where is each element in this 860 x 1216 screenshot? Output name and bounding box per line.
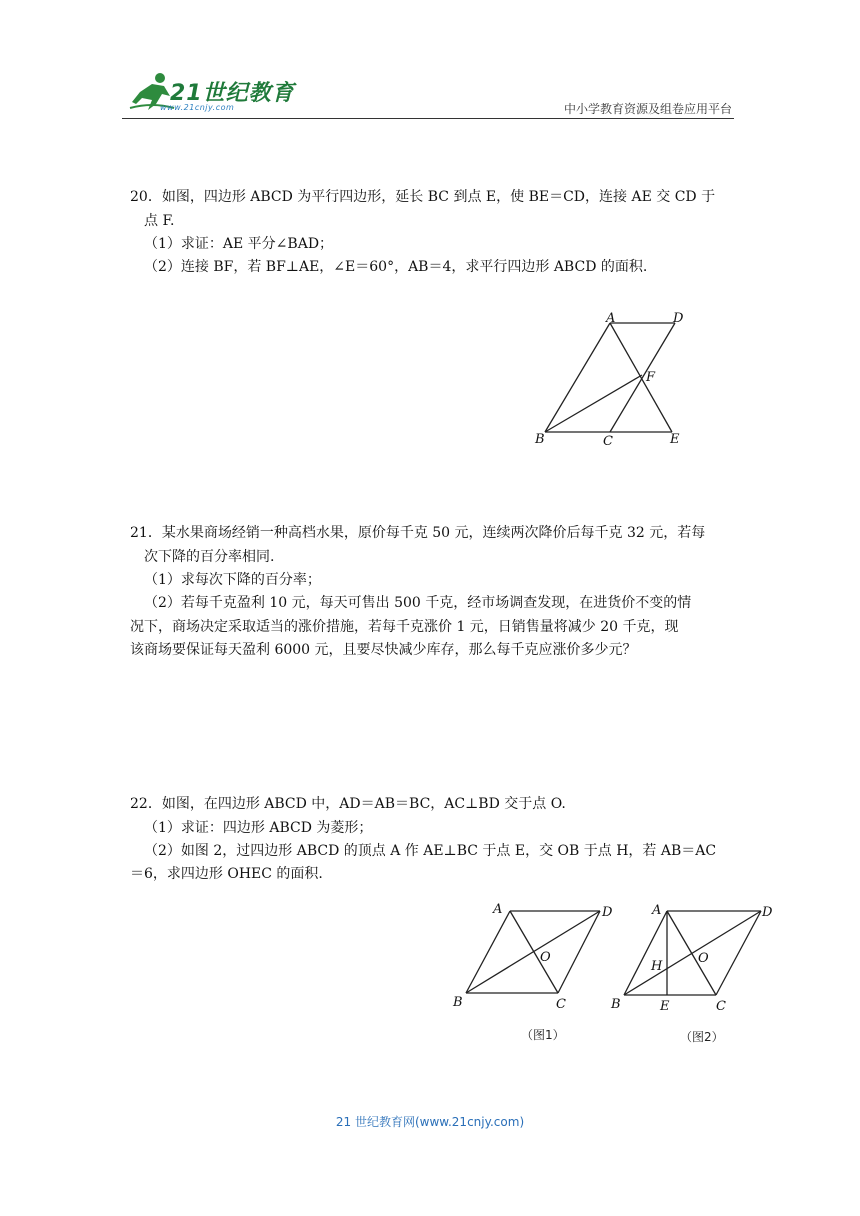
q21-part1: （1）求每次下降的百分率；: [144, 572, 321, 588]
q22-fig1-label-a: A: [493, 902, 503, 917]
q22-figure1: [466, 911, 600, 993]
logo-url: www.21cnjy.com: [160, 103, 235, 112]
q22-fig2-label-c: C: [716, 999, 726, 1014]
q20-label-c: C: [603, 434, 613, 449]
q20-label-b: B: [535, 432, 545, 447]
q22-fig2-label-d: D: [762, 905, 773, 920]
q21-part2-line3: 该商场要保证每天盈利 6000 元，且要尽快减少库存，那么每千克应涨价多少元？: [130, 642, 637, 658]
q22-part1: （1）求证：四边形 ABCD 为菱形；: [144, 820, 373, 836]
logo-text: 21世纪教育: [170, 81, 295, 106]
q22-fig2-label-b: B: [611, 997, 621, 1012]
q22-fig2-label-e: E: [660, 999, 670, 1014]
q22-fig2-label-o: O: [698, 951, 709, 966]
platform-title: 中小学教育资源及组卷应用平台: [563, 102, 732, 116]
q22-caption1: （图1）: [521, 1028, 565, 1042]
q22-fig2-label-h: H: [651, 959, 663, 974]
q22-fig1-label-o: O: [540, 950, 551, 965]
q22-fig2-label-a: A: [652, 903, 662, 918]
q20-part1: （1）求证：AE 平分∠BAD；: [144, 236, 334, 252]
q22-fig1-label-b: B: [453, 995, 463, 1010]
q21-line2: 次下降的百分率相同.: [144, 549, 275, 565]
q22-fig1-label-c: C: [556, 997, 566, 1012]
footer-link[interactable]: 21 世纪教育网(www.21cnjy.com): [335, 1115, 525, 1129]
header-divider: [122, 118, 734, 119]
q22-line1: 22．如图，在四边形 ABCD 中，AD＝AB＝BC，AC⊥BD 交于点 O.: [130, 796, 566, 812]
q22-part2-line1: （2）如图 2，过四边形 ABCD 的顶点 A 作 AE⊥BC 于点 E，交 OB 于点 H，若 AB＝AC: [144, 843, 717, 859]
q20-line2: 点 F.: [144, 213, 175, 229]
q20-line1: 20．如图，四边形 ABCD 为平行四边形，延长 BC 到点 E，使 BE＝CD，连接 AE 交 CD 于: [130, 189, 716, 205]
q22-part2-line2: ＝6，求四边形 OHEC 的面积.: [130, 866, 323, 882]
q22-caption2: （图2）: [680, 1030, 724, 1044]
q20-label-d: D: [673, 311, 684, 326]
q21-part2-line2: 况下，商场决定采取适当的涨价措施，若每千克涨价 1 元，日销售量将减少 20 千克，现: [130, 619, 679, 635]
q22-figure2: [624, 911, 761, 995]
q21-part2-line1: （2）若每千克盈利 10 元，每天可售出 500 千克，经市场调查发现，在进货价不变的情: [144, 595, 692, 611]
q20-label-a: A: [606, 311, 616, 326]
q21-line1: 21．某水果商场经销一种高档水果，原价每千克 50 元，连续两次降价后每千克 32 元，若每: [130, 525, 706, 541]
q22-figures: [448, 898, 778, 1023]
q20-part2: （2）连接 BF，若 BF⊥AE，∠E＝60°，AB＝4，求平行四边形 ABCD 的面积.: [144, 259, 648, 275]
q22-fig1-label-d: D: [602, 905, 613, 920]
q20-figure: [530, 305, 700, 450]
q20-label-e: E: [670, 432, 680, 447]
q20-label-f: F: [646, 370, 656, 385]
